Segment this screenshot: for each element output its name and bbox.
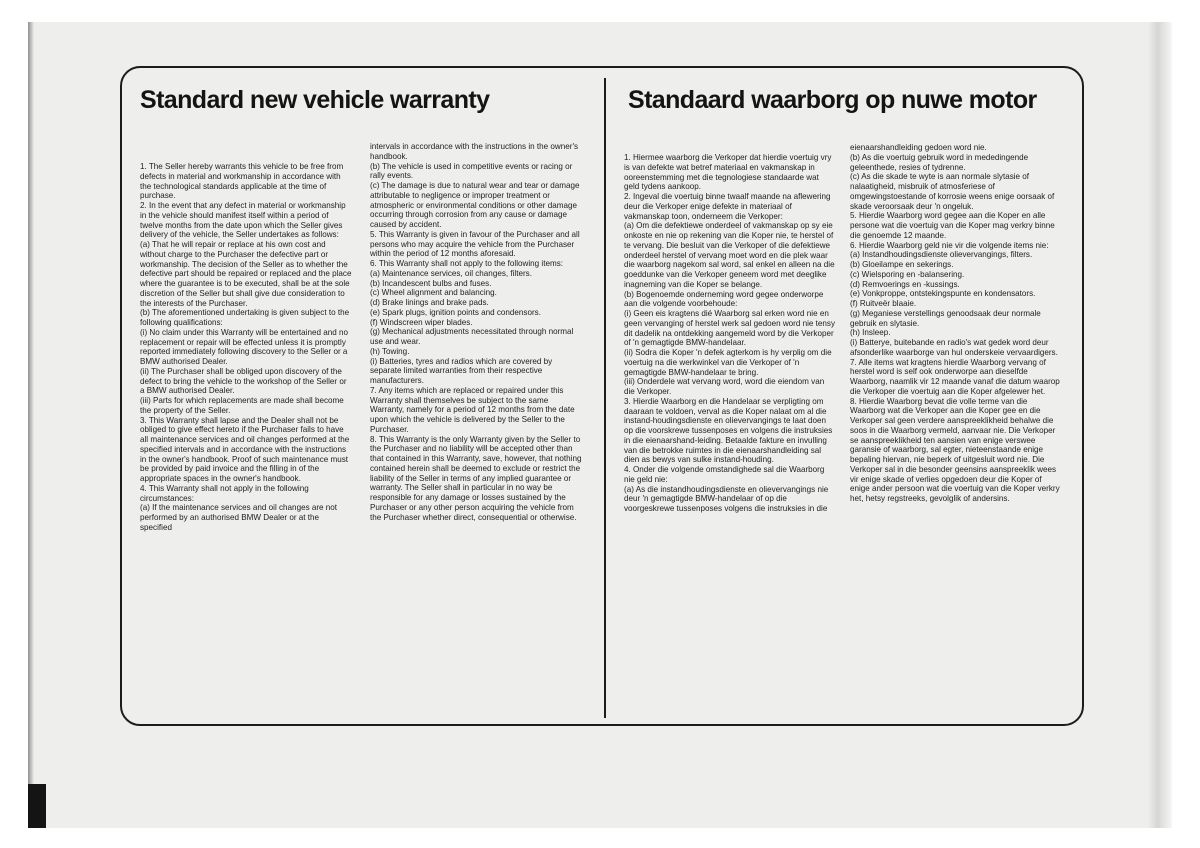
warranty-clause: (a) Maintenance services, oil changes, filters. [370, 268, 532, 278]
warranty-clause: 1. Hiermee waarborg die Verkoper dat hierdie voertuig vry is van defekte wat betref materiaal en vakmanskap in ooreenstemming met die tegnologiese standaarde wat geld tydens aankoop. [624, 153, 832, 192]
page-shadow-left [28, 22, 34, 828]
warranty-clause: (f) Ruitveër blaaie. [850, 299, 917, 308]
page-edge-right [1148, 22, 1172, 828]
page-corner-shadow [28, 784, 46, 828]
warranty-clause: 6. This Warranty shall not apply to the following items: [370, 259, 563, 268]
warranty-clause: (i) No claim under this Warranty will be entertained and no replacement or repair will be effected unless it is promptly reported immediately following discovery to the Seller or a BMW authorised Dealer. [140, 327, 348, 366]
warranty-clause: (b) The vehicle is used in competitive events or racing or rally events. [370, 161, 573, 181]
warranty-clause: 3. Hierdie Waarborg en die Handelaar se verpligting om daaraan te voldoen, verval as die Koper nalaat om al die instand-houdingsdienste en olievervangings te laat doen op die voorskrewe tussenposes en volgens die instruksies in die eienaarshand-leiding. Betaalde fakture en invulling van die betrokke ruimtes in die eienaarshandleiding sal dien as bewys van sulke instand-houding. [624, 396, 833, 465]
warranty-clause: 4. Onder die volgende omstandighede sal die Waarborg nie geld nie: [624, 465, 825, 484]
warranty-clause: 7. Alle items wat kragtens hierdie Waarborg vervang of herstel word is self ook onderworpe aan dieselfde Waarborg, naamlik vir 12 maande vanaf die datum waarop die Verkoper die voertuig aan die Koper afgelewer het. [850, 357, 1060, 396]
warranty-clause: (g) Meganiese verstellings genoodsaak deur normale gebruik en slytasie. [850, 308, 1041, 328]
afrikaans-title: Standaard waarborg op nuwe motor [628, 86, 1037, 114]
warranty-clause: 3. This Warranty shall lapse and the Dealer shall not be obliged to give effect hereto if the Purchaser fails to have all maintenance services and oil changes performed at the specified intervals and in accordance with the instructions in the owner's handbook. Proof of such maintenance must be provided by paid invoice and the filling in of the appropriate spaces in the owner's handbook. [140, 415, 350, 483]
warranty-clause: 4. This Warranty shall not apply in the following circumstances: [140, 483, 309, 503]
warranty-clause: (c) Wielsporing en -balansering. [850, 269, 965, 279]
warranty-clause: (b) Bogenoemde onderneming word gegee onderworpe aan die volgende voorbehoude: [624, 289, 824, 309]
warranty-clause: intervals in accordance with the instructions in the owner's handbook. [370, 142, 579, 161]
warranty-clause: 7. Any items which are replaced or repaired under this Warranty shall themselves be subject to the same Warranty, namely for a period of 12 months from the date upon which the vehicle is delivered by the Seller to the Purchaser. [370, 385, 575, 434]
warranty-clause: (h) Insleep. [850, 328, 891, 338]
warranty-clause: (f) Windscreen wiper blades. [370, 317, 473, 327]
warranty-clause: 2. Ingeval die voertuig binne twaalf maande na aflewering deur die Verkoper enige defekte in materiaal of vakmanskap toon, onderneem die Verkoper: [624, 192, 831, 221]
warranty-clause: (c) Wheel alignment and balancing. [370, 288, 497, 298]
afrikaans-column-2 [850, 143, 1062, 691]
warranty-clause: (c) As die skade te wyte is aan normale slytasie of nalaatigheid, misbruik of atmosferiese of omgewingstoestande of korrosie weens enige oorsaak of skade veroorsaak deur 'n ongeluk. [850, 172, 1055, 211]
warranty-clause: (b) Gloeilampe en sekerings. [850, 260, 954, 269]
warranty-clause: eienaarshandleiding gedoen word nie. [850, 143, 987, 152]
english-column-1 [140, 162, 352, 710]
warranty-clause: (a) If the maintenance services and oil changes are not performed by an authorised BMW Dealer or at the specified [140, 503, 338, 532]
warranty-clause: (iii) Onderdele wat vervang word, word die eiendom van die Verkoper. [624, 377, 825, 396]
warranty-clause: (d) Remvoerings en -kussings. [850, 279, 960, 289]
warranty-clause: (c) The damage is due to natural wear and tear or damage attributable to negligence or improper treatment or atmospheric or environmental conditions or other damage occurring through corrosion from any cause or damage caused by accident. [370, 181, 580, 229]
warranty-clause: (h) Towing. [370, 346, 410, 356]
warranty-clause: (ii) Sodra die Koper 'n defek agterkom is hy verplig om die voertuig na die werkwinkel van die Verkoper of 'n gemagtigde BMW-handelaar te bring. [624, 348, 832, 377]
warranty-clause: 5. Hierdie Waarborg word gegee aan die Koper en alle persone wat die voertuig van die Koper mag verkry binne die genoemde 12 maande. [850, 211, 1055, 240]
warranty-clause: (ii) The Purchaser shall be obliged upon discovery of the defect to bring the vehicle to the workshop of the Seller or a BMW authorised Dealer. [140, 366, 347, 396]
warranty-clause: (iii) Parts for which replacements are made shall become the property of the Seller. [140, 396, 344, 415]
warranty-clause: 6. Hierdie Waarborg geld nie vir die volgende items nie: [850, 240, 1049, 250]
warranty-clause: (i) Batterye, buitebande en radio's wat gedek word deur afsonderlike waarborge van hul onderskeie vervaardigers. [850, 338, 1058, 357]
warranty-clause: 1. The Seller hereby warrants this vehicle to be free from defects in material and workmanship in accordance with the technological standards applicable at the time of purchase. [140, 162, 344, 201]
column-divider [604, 78, 606, 718]
english-title: Standard new vehicle warranty [140, 86, 490, 114]
warranty-clause: (b) As die voertuig gebruik word in mededingende geleenthede, resies of tydrenne. [850, 152, 1029, 172]
english-column-2 [370, 142, 582, 690]
warranty-clause: (g) Mechanical adjustments necessitated through normal use and wear. [370, 327, 574, 346]
warranty-clause: (a) That he will repair or replace at his own cost and without charge to the Purchaser the defective part or workmanship. The decision of the Seller as to whether the defective part should be repaired or replaced and the place where the guarantee is to be executed, shall be at the sole discretion of the Seller but shall give due consideration to the interests of the Purchaser. [140, 240, 352, 308]
warranty-clause: (b) The aforementioned undertaking is given subject to the following qualifications: [140, 308, 350, 327]
warranty-frame [120, 66, 1084, 726]
warranty-clause: (a) Instandhoudingsdienste olievervangings, filters. [850, 250, 1033, 260]
warranty-clause: (b) Incandescent bulbs and fuses. [370, 278, 492, 288]
warranty-clause: (a) As die instandhoudingsdienste en olievervangings nie deur 'n gemagtigde BMW-handelaar of op die voorgeskrewe tussenposes volgens die instruksies in die [624, 484, 829, 513]
warranty-clause: (d) Brake linings and brake pads. [370, 298, 489, 307]
warranty-clause: 5. This Warranty is given in favour of the Purchaser and all persons who may acquire the vehicle from the Purchaser within the period of 12 months aforesaid. [370, 229, 580, 259]
warranty-clause: (e) Spark plugs, ignition points and condensors. [370, 307, 541, 317]
warranty-clause: 2. In the event that any defect in material or workmanship in the vehicle should manifest itself within a period of twelve months from the date upon which the Seller gives delivery of the vehicle, the Seller undertakes as follows: [140, 201, 346, 240]
warranty-clause: (e) Vonkproppe, ontstekingspunte en kondensators. [850, 289, 1036, 299]
warranty-clause: (a) Om die defektiewe onderdeel of vakmanskap op sy eie onkoste en nie op rekening van die Koper nie, te herstel of te vervang. Die besluit van die Verkoper of die defektiewe onderdeel herstel of vervang moet word en die plek waar die waarborg nagekom sal word, sal enkel en alleen na die goeddunke van die Verkoper geneem word met deeglike inagneming van die Koper se belange. [624, 221, 835, 289]
warranty-clause: (i) Geen eis kragtens dié Waarborg sal erken word nie en geen vervanging of herstel werk sal gedoen word nie tensy dit dadelik na ontdekking aangemeld word by die Verkoper of 'n gemagtigde BMW-handelaar. [624, 309, 836, 348]
afrikaans-column-1 [624, 153, 836, 701]
scanned-page [28, 22, 1172, 828]
warranty-clause: 8. This Warranty is the only Warranty given by the Seller to the Purchaser and no liability will be accepted other than that contained in this Warranty, save, however, that nothing contained herein shall be deemed to exclude or restrict the liability of the Seller in terms of any implied guarantee or warranty. The Seller shall in particular in no way be responsible for any damage or losses sustained by the Purchaser or any other person acquiring the vehicle from the Purchaser whether direct, consequential or otherwise. [370, 434, 582, 522]
warranty-clause: (i) Batteries, tyres and radios which are covered by separate limited warranties from their respective manufacturers. [370, 356, 553, 385]
warranty-clause: 8. Hierdie Waarborg bevat die volle terme van die Waarborg wat die Verkoper aan die Koper gee en die Verkoper sal geen verdere aanspreeklikheid behalwe die soos in die Waarborg vermeld, aanvaar nie. Die Verkoper se aanspreeklikheid ten aansien van enige verswee garansie of waarborg, sal egter, nieteenstaande enige bepaling hiervan, nie beperk of uitgesluit word nie. Die Verkoper sal in die besonder geensins aanspreeklik wees vir enige skade of verlies opgedoen deur die Koper of enige ander persoon wat die voertuig van die Koper verkry het, hetsy regstreeks, gevolglik of andersins. [850, 396, 1060, 503]
